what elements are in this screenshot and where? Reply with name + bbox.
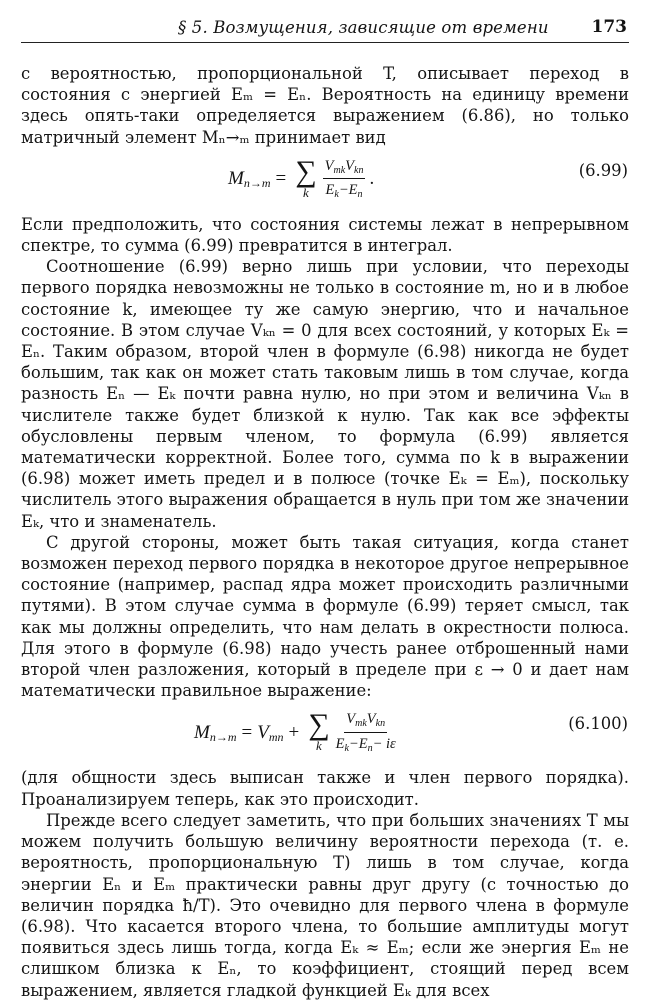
paragraph-1: с вероятностью, пропорциональной T, описывает переход в состояния с энергией Eₘ = Eₙ. Вероятность на единицу времени здесь опять-таки определяется выражением (6.86), но только матричный элемент Mₙ→ₘ принимает вид (21, 64, 629, 147)
equation-number-6-100: (6.100) (568, 714, 628, 734)
page-header (21, 0, 629, 42)
equation-6-100 (21, 701, 629, 767)
paragraph-2: Если предположить, что состояния системы лежат в непрерывном спектре, то сумма (6.99) превратится в интеграл. (21, 214, 629, 256)
header-rule (21, 42, 629, 43)
paragraph-4: С другой стороны, может быть такая ситуация, когда станет возможен переход первого порядка в некоторое другое непрерывное состояние (например, распад ядра может происходить различными путями). В этом случае сумма в формуле (6.99) теряет смысл, так как мы должны определить, что нам делать в окрестности полюса. Для этого в формуле (6.98) надо учесть ранее отброшенный нами второй член разложения, который в пределе при ε → 0 и дает нам математически правильное выражение: (21, 532, 629, 701)
paragraph-5: (для общности здесь выписан также и член первого порядка). Проанализируем теперь, как это происходит. (21, 768, 629, 809)
equation-6-99 (21, 148, 629, 214)
body-text (21, 42, 629, 1001)
paragraph-6: Прежде всего следует заметить, что при больших значениях T мы можем получить большую величину вероятности перехода (т. е. вероятность, пропорциональную T) лишь в том случае, когда энергии Eₙ и Eₘ практически равны друг другу (с точностью до величин порядка ħ/T). Это очевидно для первого члена в формуле (6.98). Что касается второго члена, то большие амплитуды могут появиться здесь лишь тогда, когда Eₖ ≈ Eₘ; если же энергия Eₘ не слишком близка к Eₙ, то коэффициент, стоящий перед всем выражением, является гладкой функцией Eₖ для всех (21, 810, 629, 1000)
running-title: § 5. Возмущения, зависящие от времени (178, 18, 549, 37)
equation-6-99-formula: $M_{n\to m}$ = ∑ k $\frac{V_{mk}V_{kn}}{E_k-E_n}$ . (228, 154, 375, 201)
equation-6-100-formula: $M_{n\to m}$ = $V_{mn}$ + ∑ k $\frac{V_{mk}V_{kn}}{E_k-E_n- i\varepsilon}$ (194, 708, 396, 754)
equation-number-6-99: (6.99) (578, 160, 628, 180)
paragraph-3: Соотношение (6.99) верно лишь при условии, что переходы первого порядка невозможны не только в состояние m, но и в любое состояние k, имеющее ту же самую энергию, что и начальное состояние. В этом случае Vₖₙ = 0 для всех состояний, у которых Eₖ = Eₙ. Таким образом, второй член в формуле (6.98) никогда не будет большим, так как он может стать таковым лишь в том случае, когда разность Eₙ — Eₖ почти равна нулю, но при этом и величина Vₖₙ в числителе также будет близкой к нулю. Так как все эффекты обусловлены первым членом, то формула (6.99) является математически корректной. Более того, сумма по k в выражении (6.98) может иметь предел и в полюсе (точке Eₖ = Eₘ), поскольку числитель этого выражения обращается в нуль при том же значении Eₖ, что и знаменатель. (21, 257, 629, 531)
page-number: 173 (591, 17, 627, 37)
